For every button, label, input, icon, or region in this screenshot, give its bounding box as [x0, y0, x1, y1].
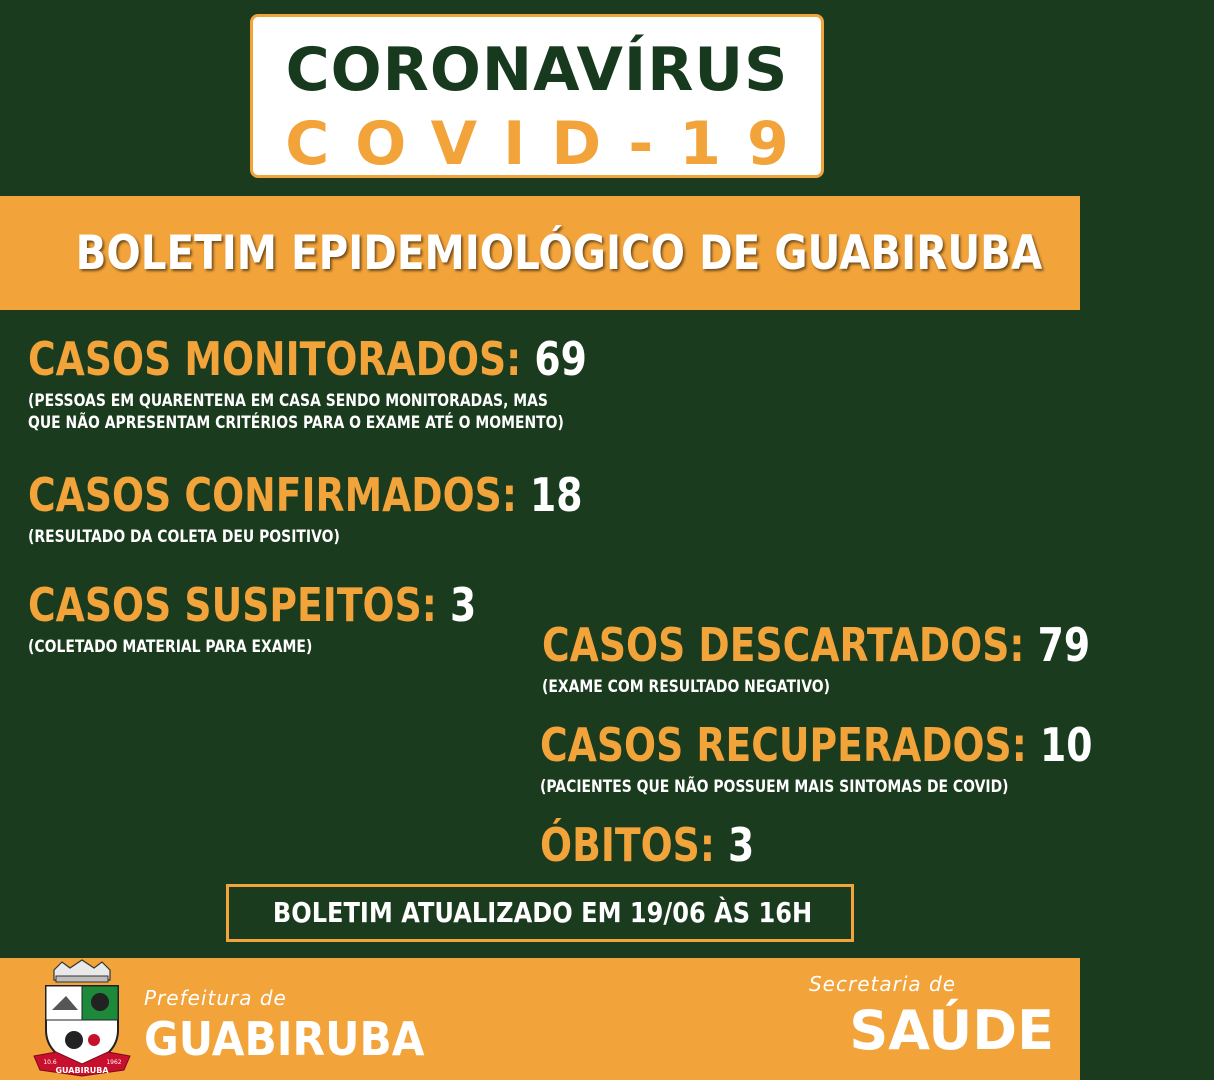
case-descartados-label: CASOS DESCARTADOS: [542, 618, 1025, 672]
case-suspeitos-description: (COLETADO MATERIAL PARA EXAME) [28, 637, 313, 657]
updated-text: BOLETIM ATUALIZADO EM 19/06 ÀS 16H [272, 896, 813, 929]
crest-year-right: 1962 [106, 1059, 122, 1066]
case-suspeitos [28, 578, 575, 658]
case-confirmados-line [28, 468, 583, 522]
crest-name: GUABIRUBA [55, 1066, 109, 1075]
case-monitorados-value: 69 [534, 332, 587, 386]
case-descartados-line [542, 618, 1090, 672]
prefeitura-small-label: Prefeitura de [144, 986, 287, 1010]
case-descartados-description: (EXAME COM RESULTADO NEGATIVO) [542, 677, 830, 697]
case-suspeitos-line [28, 578, 476, 632]
case-descartados [542, 618, 1210, 698]
prefeitura-name: GUABIRUBA [144, 1012, 425, 1066]
logo-subtitle: COVID-19 [285, 109, 815, 179]
case-descartados-value: 79 [1037, 618, 1091, 672]
secretaria-name: SAÚDE [849, 999, 1054, 1062]
case-recuperados-description: (PACIENTES QUE NÃO POSSUEM MAIS SINTOMAS DE COVID) [540, 777, 1009, 797]
case-obitos-line [540, 818, 754, 872]
case-recuperados [540, 718, 1214, 798]
case-suspeitos-value: 3 [450, 578, 477, 632]
case-suspeitos-label: CASOS SUSPEITOS: [28, 578, 437, 632]
bulletin-title: BOLETIM EPIDEMIOLÓGICO DE GUABIRUBA [75, 226, 1043, 281]
case-confirmados-value: 18 [530, 468, 583, 522]
case-monitorados-description: (PESSOAS EM QUARENTENA EM CASA SENDO MONITORADAS, MAS QUE NÃO APRESENTAM CRITÉRIOS PARA O EXAME ATÉ O MOMENTO) [28, 391, 564, 433]
case-obitos-value: 3 [728, 818, 755, 872]
title-band [0, 196, 1080, 310]
case-confirmados [28, 468, 704, 548]
case-recuperados-value: 10 [1039, 718, 1093, 772]
guabiruba-crest-icon [32, 960, 132, 1078]
case-monitorados [28, 332, 710, 434]
case-monitorados-line [28, 332, 587, 386]
case-confirmados-description: (RESULTADO DA COLETA DEU POSITIVO) [28, 527, 340, 547]
case-recuperados-line [540, 718, 1092, 772]
logo-title: CORONAVÍRUS [285, 35, 789, 105]
footer [0, 958, 1080, 1080]
case-obitos-label: ÓBITOS: [540, 818, 715, 872]
case-confirmados-label: CASOS CONFIRMADOS: [28, 468, 517, 522]
covid-logo-box [250, 14, 824, 178]
case-recuperados-label: CASOS RECUPERADOS: [540, 718, 1027, 772]
case-obitos [540, 818, 801, 872]
secretaria-small-label: Secretaria de [808, 972, 956, 996]
updated-box [226, 884, 854, 942]
crest-year-left: 10.6 [43, 1059, 57, 1066]
case-monitorados-label: CASOS MONITORADOS: [28, 332, 522, 386]
